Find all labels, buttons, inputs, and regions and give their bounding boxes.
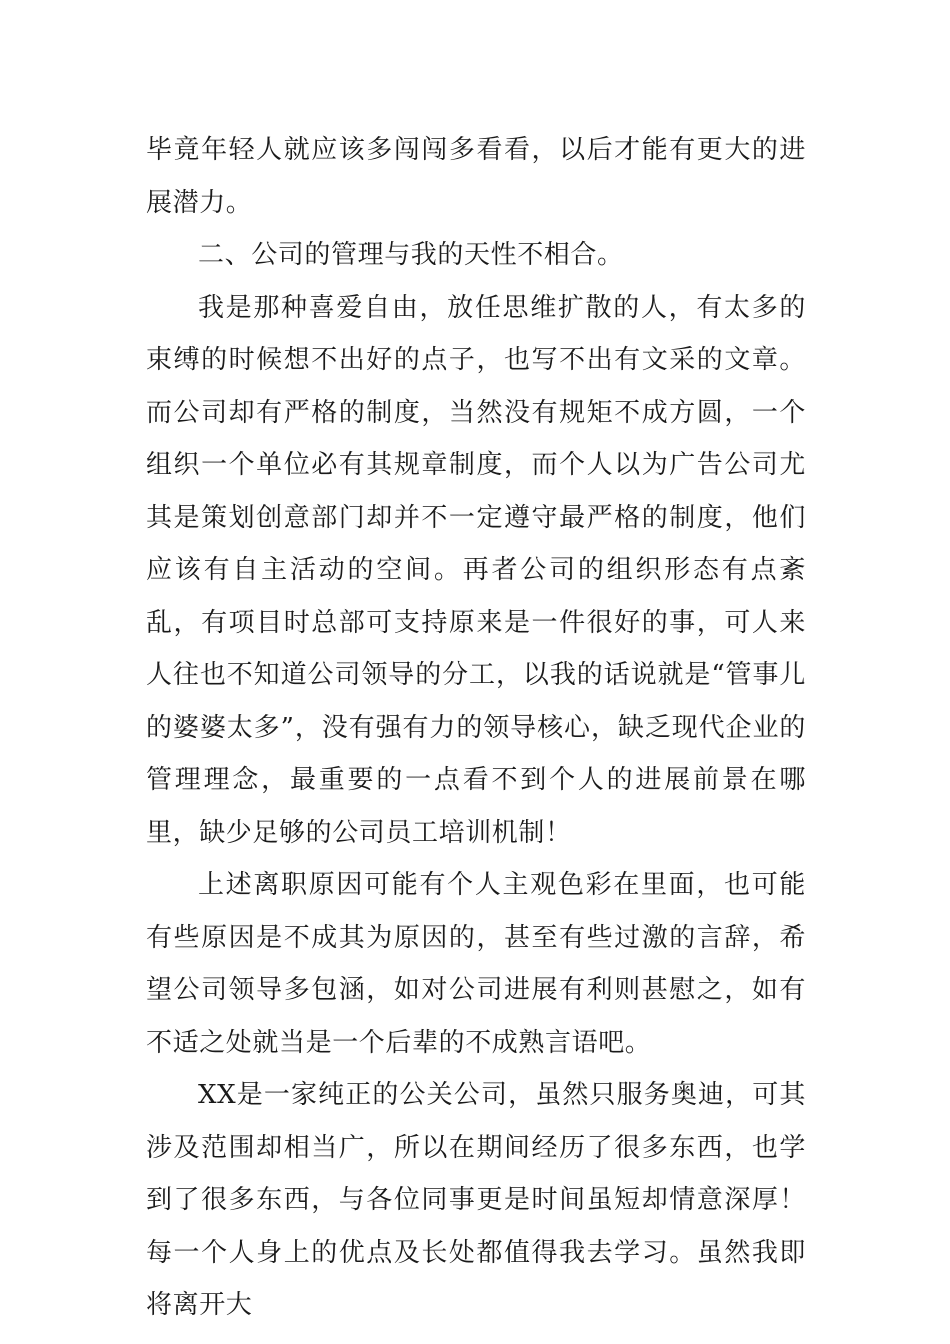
document-body xyxy=(146,124,806,1332)
paragraph-reasons: 上述离职原因可能有个人主观色彩在里面，也可能有些原因是不成其为原因的，甚至有些过激的言辞，希望公司领导多包涵，如对公司进展有利则甚慰之，如有不适之处就当是一个后辈的不成熟言语吧。 xyxy=(146,870,806,1058)
paragraph-company: XX是一家纯正的公关公司，虽然只服务奥迪，可其涉及范围却相当广，所以在期间经历了很多东西，也学到了很多东西，与各位同事更是时间虽短却情意深厚！每一个人身上的优点及长处都值得我去学习。虽然我即将离开大 xyxy=(146,1080,806,1320)
paragraph-management: 我是那种喜爱自由，放任思维扩散的人，有太多的束缚的时候想不出好的点子，也写不出有文采的文章。而公司却有严格的制度，当然没有规矩不成方圆，一个组织一个单位必有其规章制度，而个人以为广告公司尤其是策划创意部门却并不一定遵守最严格的制度，他们应该有自主活动的空间。再者公司的组织形态有点紊乱，有项目时总部可支持原来是一件很好的事，可人来人往也不知道公司领导的分工，以我的话说就是“管事儿的婆婆太多”，没有强有力的领导核心，缺乏现代企业的管理理念，最重要的一点看不到个人的进展前景在哪里，缺少足够的公司员工培训机制！ xyxy=(146,292,806,848)
paragraph-continuation: 毕竟年轻人就应该多闯闯多看看，以后才能有更大的进展潜力。 xyxy=(146,135,806,218)
section-heading: 二、公司的管理与我的天性不相合。 xyxy=(198,240,624,270)
